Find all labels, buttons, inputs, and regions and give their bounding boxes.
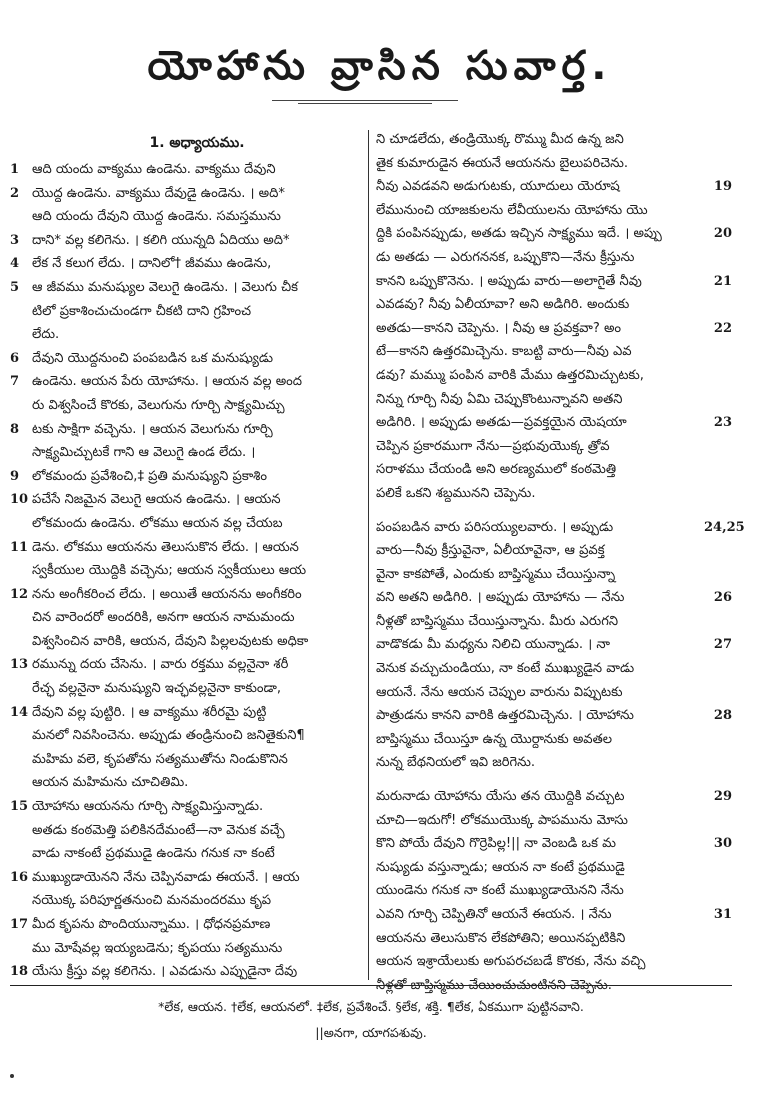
right-column-lines [376,128,745,997]
verse-number [704,435,732,459]
verse-number: 6 [10,350,20,366]
line-text: ఆయన మహిమను చూచితిమి. [32,775,189,791]
line-text: నీవు ఎవడవని అడుగుటకు, యూదులు యెరూష [376,179,620,195]
line-text: లేమునుంచి యాజకులను లేవీయులను యోహాను యొ [376,202,648,218]
line-text: యుండెను గనుక నా కంటే ముఖ్యుడాయెనని నేను [376,883,624,899]
verse-number: 17 [10,917,29,932]
text-line [10,182,364,206]
line-text: నీళ్లతో బాప్తిస్మము చేయించుచుంటినని చెప్పెను. [376,977,612,993]
line-text: యేసు క్రీస్తు వల్ల కలిగెను. । ఎవడును ఎప్పుడైనా దేవు [32,964,298,980]
text-line [10,536,364,560]
verse-number: 24,25 [704,519,745,535]
text-line [376,832,732,856]
line-text: మనలో నివసించెను. అప్పుడు తండ్రినుంచి జనితైకుని¶ [32,728,305,744]
verse-number [704,751,732,775]
verse-number [704,364,732,388]
verse-number [704,340,732,364]
verse-number [10,630,32,654]
verse-number [704,246,732,270]
line-text: డవు? మమ్ము పంపిన వారికి మేము ఉత్తరమిచ్చుటకు, [376,367,644,383]
text-line [376,516,745,540]
verse-number: 10 [10,492,29,508]
verse-number [10,205,32,229]
line-text: అతడు కంఠమెత్తి పలికినదేమంటే—నా వెనుక వచ్చే [32,822,285,838]
text-line [376,270,732,294]
verse-number: 26 [713,590,732,606]
line-text: నున్న బేథనియలో ఇవి జరిగెను. [376,755,536,771]
footnote-line: *లేక, ఆయన. †లేక, ఆయనలో. ‡లేక, ప్రవేశించే. §లేక, శక్తి. ¶లేక, ఏకముగా పుట్టినవాని. [158,999,584,1014]
footnotes [10,994,732,1046]
line-text: దాని* వల్ల కలిగెను. । కలిగి యున్నది ఏదియు అది* [32,232,290,248]
line-text: వారు—నీవు క్రీస్తువైనా, ఏలీయావైనా, ఆ ప్రవక్త [376,543,605,559]
verse-number: 8 [10,421,20,437]
text-line [10,653,364,677]
footnote-rule [10,985,732,986]
text-line [376,458,732,482]
line-text: మహిమ వలె, కృపతోను సత్యముతోను నిండుకొనిన [32,751,288,767]
text-line [10,418,364,442]
line-text: పలికే ఒకని శబ్దమునని చెప్పెను. [376,485,536,501]
verse-number: 29 [713,789,732,805]
verse-number [704,950,732,974]
text-line [376,388,732,412]
text-line [10,347,364,371]
text-line [376,340,732,364]
verse-number [704,388,732,412]
text-line [376,199,732,223]
verse-number: 27 [713,637,732,653]
text-line [10,913,364,937]
line-text: ఆ జీవము మనుష్యుల వెలుగై ఉండెను. । వెలుగు చీక [32,279,298,295]
line-text: నిన్ను గూర్చి నీవు ఏమి చెప్పుకొంటున్నావని అతని [376,391,623,407]
text-line [376,927,732,951]
line-text: దేవుని యొద్దనుంచి పంపబడిన ఒక మనుష్యుడు [32,350,274,366]
text-line [376,128,732,152]
verse-number [704,610,732,634]
line-text: వని అతని అడిగిరి. । అప్పుడు యోహాను — నేను [376,590,625,606]
verse-number [10,748,32,772]
text-line [376,751,732,775]
line-text: లోకమందు ప్రవేశించి,‡ ప్రతి మనుష్యుని ప్రకాశిం [32,468,268,484]
verse-number [704,458,732,482]
line-text: ము మోషేవల్ల ఇయ్యబడెను; కృపయు సత్యమును [32,940,283,956]
text-line [10,158,364,182]
text-line [10,276,364,300]
verse-number: 21 [713,273,732,289]
verse-number [704,856,732,880]
line-text: ఆయన ఇశ్రాయేలుకు అగుపరచబడే కొరకు, నేను వచ్చి [376,954,646,970]
page-speck [10,1074,14,1078]
chapter-heading: 1. అధ్యాయము. [149,135,245,151]
verse-number: 7 [10,374,20,390]
text-line [376,411,732,435]
line-text: మరునాడు యోహాను యేసు తన యొద్దికి వచ్చుట [376,789,625,805]
left-column [10,128,364,984]
verse-number [10,724,32,748]
text-line [376,657,732,681]
verse-number [10,889,32,913]
text-line [10,394,364,418]
verse-number [704,539,732,563]
text-line [376,950,732,974]
verse-number [10,771,32,795]
verse-number: 5 [10,279,20,295]
verse-number [704,128,732,152]
verse-number [704,199,732,223]
text-line [10,701,364,725]
verse-number [704,728,732,752]
verse-number [10,300,32,324]
text-line [376,482,732,506]
line-text: లేదు. [32,327,60,343]
line-text: వైనా కాకపోతే, ఎందుకు బాప్తిస్మము చేయిస్తున్నా [376,566,616,582]
verse-number: 31 [713,907,732,922]
text-line [376,222,732,246]
verse-number: 16 [10,869,29,885]
text-line [376,563,732,587]
text-line [376,586,732,610]
verse-number: 19 [713,179,732,195]
page-title: యోహాను వ్రాసిన సువార్త. [147,43,613,89]
line-text: కొని పోయే దేవుని గొర్రెపిల్ల!|| నా వెంబడి ఒక మ [376,836,616,852]
line-text: ముఖ్యుడాయెనని నేను చెప్పినవాడు ఈయనే. । ఆయ [32,869,300,885]
verse-number [10,842,32,866]
line-text: ఎవని గూర్చి చెప్పితినో ఆయనే ఈయన. । నేను [376,907,612,922]
line-text: ఆయనను తెలుసుకొన లేకపోతిని; అయినప్పటికిని [376,930,626,946]
line-text: అడిగిరి. । అప్పుడు అతడు—ప్రవక్తయైన యెషయా [376,415,627,431]
verse-number [10,819,32,843]
line-text: లేక నే కలుగ లేదు. । దానిలో† జీవము ఉండెను, [32,256,272,272]
verse-number: 20 [713,226,732,242]
verse-number: 2 [10,185,20,201]
verse-number [704,681,732,705]
column-divider [368,130,369,980]
line-text: వాడొకడు మీ మధ్యను నిలిచి యున్నాడు. । నా [376,637,610,653]
text-line [10,583,364,607]
line-text: పంపబడిన వారు పరిసయ్యులవారు. । అప్పుడు [376,519,614,535]
text-line [10,748,364,772]
line-text: వెనుక వచ్చుచుండియు, నా కంటే ముఖ్యుడైన వాడు [376,661,635,677]
line-text: టకు సాక్షిగా వచ్చెను. । ఆయన వెలుగును గూర్చి [32,421,273,437]
text-line [10,937,364,961]
line-text: యొద్ద ఉండెను. వాక్యము దేవుడై ఉండెను. । అది* [32,185,285,201]
line-text: ఆది యందు వాక్యము ఉండెను. వాక్యము దేవుని [32,162,276,177]
text-line [10,465,364,489]
verse-number: 3 [10,232,20,248]
text-line [376,809,732,833]
verse-number [10,937,32,961]
line-text: ద్దికి పంపినప్పుడు, అతడు ఇచ్చిన సాక్ష్యము ఇదే. । అప్పు [376,226,662,242]
line-text: తైక కుమారుడైన ఈయనే ఆయనను బైలుపరిచెను. [376,155,629,171]
text-line [10,795,364,819]
text-line [376,785,732,809]
text-line [10,205,364,229]
verse-number [704,879,732,903]
line-text: బాప్తిస్మము చేయిస్తూ ఉన్న యొర్దానుకు అవతల [376,731,613,747]
verse-number [10,512,32,536]
line-text: రేచ్ఛ వల్లనైనా మనుష్యుని ఇచ్ఛవల్లనైనా కాకుండా, [32,681,282,697]
text-line [376,704,732,728]
text-line [10,300,364,324]
text-line [10,771,364,795]
text-line [10,889,364,913]
text-line [10,960,364,984]
text-line [376,856,732,880]
right-column [376,128,745,997]
line-text: ఆది యందు దేవుని యొద్ద ఉండెను. సమస్తమును [32,209,281,225]
verse-number: 12 [10,586,29,602]
verse-number: 15 [10,799,29,815]
line-text: నీళ్లతో బాప్తిస్మము చేయిస్తున్నాను. మీరు ఎరుగని [376,613,619,629]
text-line [10,866,364,890]
text-line [10,229,364,253]
paragraph-gap [376,506,732,516]
text-line [376,152,732,176]
line-text: ఎవడవు? నీవు ఏలీయావా? అని అడిగిరి. అందుకు [376,297,630,313]
verse-number [704,152,732,176]
verse-number: 28 [713,708,732,724]
verse-number [10,394,32,418]
line-text: టిలో ప్రకాశించుచుండగా చీకటి దాని గ్రహించ [32,303,252,319]
text-line [10,724,364,748]
verse-number [10,606,32,630]
line-text: డెను. లోకము ఆయనను తెలుసుకొన లేదు. । ఆయన [32,539,299,555]
verse-number [704,657,732,681]
text-line [376,293,732,317]
text-line [10,606,364,630]
text-line [376,364,732,388]
text-line [10,819,364,843]
text-line [376,317,732,341]
footnote-line: ||అనగా, యాగపశువు. [315,1025,427,1040]
verse-number [10,559,32,583]
text-line [10,370,364,394]
verse-number [704,293,732,317]
line-text: వాడు నాకంటే ప్రథముడై ఉండెను గనుక నా కంటే [32,846,275,862]
verse-number: 11 [10,539,29,555]
left-column-lines [10,158,364,984]
verse-number [704,482,732,506]
text-line [10,512,364,536]
text-line [10,630,364,654]
verse-number [10,441,32,465]
line-text: లోకమందు ఉండెను. లోకము ఆయన వల్ల చేయబ [32,515,283,531]
verse-number: 22 [713,320,732,336]
title-underline-short [298,103,432,104]
text-line [10,677,364,701]
line-text: పాత్రుడను కానని వారికి ఉత్తరమిచ్చెను. । యోహాను [376,708,634,724]
line-text: చెప్పిన ప్రకారముగా నేను—ప్రభువుయొక్క త్రోవ [376,438,610,454]
line-text: నుష్యుడు వస్తున్నాడు; ఆయన నా కంటే ప్రథముడై [376,859,625,875]
text-line [376,633,732,657]
text-line [376,728,732,752]
verse-number: 1 [10,162,20,177]
text-line [10,323,364,347]
text-line [10,842,364,866]
line-text: కానని ఒప్పుకొనెను. । అప్పుడు వారు—అలాగైతే నీవు [376,273,642,289]
text-line [10,559,364,583]
line-text: స్వకీయుల యొద్దికి వచ్చెను; ఆయన స్వకీయులు ఆయ [32,563,307,579]
line-text: దేవుని వల్ల పుట్టిరి. । ఆ వాక్యము శరీరమై పుట్టి [32,704,267,720]
text-line [376,246,732,270]
verse-number [704,927,732,951]
text-line [376,879,732,903]
line-text: రమున్ను దయ చేసెను. । వారు రక్తము వల్లనైనా శరీ [32,657,289,673]
line-text: సాక్ష్యమిచ్చుటకే గాని ఆ వెలుగై ఉండ లేదు. । [32,445,256,461]
line-text: ని చూడలేదు, తండ్రియొక్క రొమ్ము మీద ఉన్న జని [376,132,624,147]
verse-number [10,677,32,701]
verse-number [10,323,32,347]
text-line [376,539,732,563]
text-line [376,681,732,705]
line-text: చిన వారెందరో అందరికి, అనగా ఆయన నామమందు [32,610,295,626]
verse-number: 4 [10,256,20,272]
text-line [376,435,732,459]
verse-number: 23 [713,415,732,431]
verse-number: 18 [10,964,29,980]
line-text: టే—కానని ఉత్తరమిచ్చెను. కాబట్టి వారు—నీవు ఎవ [376,344,632,360]
verse-number [704,563,732,587]
verse-number: 30 [713,836,732,852]
verse-number: 9 [10,468,20,484]
line-text: నయొక్క పరిపూర్ణతనుంచి మనమందరము కృప [32,893,272,909]
line-text: ఆయనే. నేను ఆయన చెప్పుల వారును విప్పుటకు [376,684,623,700]
text-line [376,903,732,927]
line-text: అతడు—కానని చెప్పెను. । నీవు ఆ ప్రవక్తవా? అం [376,320,622,336]
line-text: రు విశ్వసించే కొరకు, వెలుగును గూర్చి సాక్ష్యమిచ్చు [32,397,285,413]
paragraph-gap [376,775,732,785]
text-line [376,175,732,199]
line-text: మీద కృపను పొందియున్నాము. । ధోధనప్రమాణ [32,917,271,932]
line-text: చూచి—ఇదుగో! లోకముయొక్క పాపమును మోసు [376,812,628,828]
text-line [376,610,732,634]
text-line [10,488,364,512]
line-text: డు అతడు — ఎరుగననక, ఒప్పుకొని—నేను క్రీస్తును [376,249,635,265]
verse-number: 14 [10,704,29,720]
line-text: విశ్వసించిన వారికి, ఆయన, దేవుని పిల్లలవుటకు అధికా [32,633,309,649]
line-text: ఉండెను. ఆయన పేరు యోహాను. । ఆయన వల్ల అంద [32,374,303,390]
line-text: పచేసే నిజమైన వెలుగై ఆయన ఉండెను. । ఆయన [32,492,281,508]
title-underline [272,100,458,101]
verse-number [704,809,732,833]
text-line [10,441,364,465]
line-text: సరాళము చేయండి అని అరణ్యములో కంఠమెత్తి [376,462,617,478]
line-text: యోహాను ఆయనను గూర్చి సాక్ష్యమిస్తున్నాడు. [32,799,264,815]
text-line [10,252,364,276]
verse-number: 13 [10,657,29,673]
line-text: నను అంగీకరించ లేదు. । అయితే ఆయనను అంగీకరిం [32,586,302,602]
